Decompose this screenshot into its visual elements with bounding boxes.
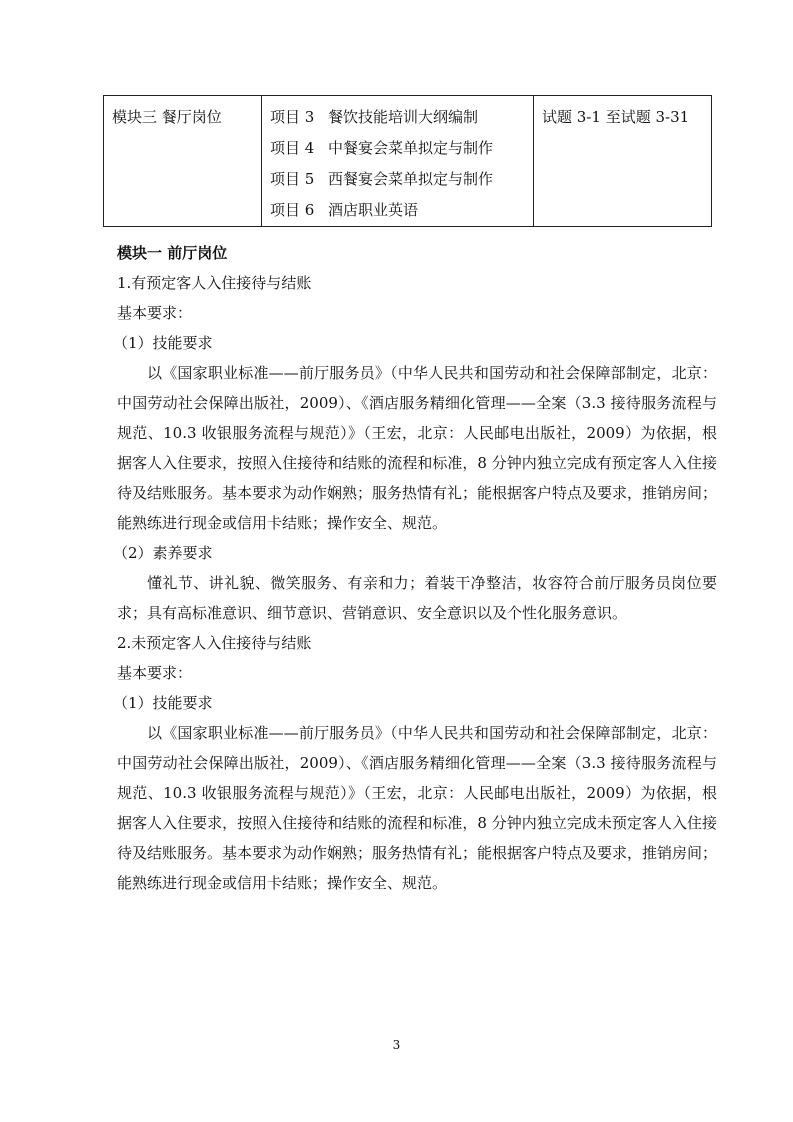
skill-requirements-text: 以《国家职业标准——前厅服务员》（中华人民共和国劳动和社会保障部制定，北京：中国劳动社会保障出版社，2009）、《酒店服务精细化管理——全案（3.3 接待服务流程与规范、10.3 收银服务流程与规范）》（王宏，北京：人民邮电出版社，2009）为依据，根据客人入住要求，按照入住接待和结账的流程和标准，8 分钟内独立完成未预定客人入住接待及结账服务。基本要求为动作娴熟；服务热情有礼；能根据客户特点及要求，推销房间；能熟练进行现金或信用卡结账；操作安全、规范。 [117, 724, 718, 892]
section-title: 模块一 前厅岗位 [117, 244, 228, 262]
project-line: 项目 3 餐饮技能培训大纲编制 [270, 108, 479, 126]
document-body [113, 238, 718, 898]
project-line: 项目 4 中餐宴会菜单拟定与制作 [270, 139, 494, 157]
module-label: 模块三 餐厅岗位 [112, 108, 222, 126]
page-number: 3 [392, 1038, 401, 1052]
skill-requirements-text: 以《国家职业标准——前厅服务员》（中华人民共和国劳动和社会保障部制定，北京：中国劳动社会保障出版社，2009）、《酒店服务精细化管理——全案（3.3 接待服务流程与规范、10.3 收银服务流程与规范）》（王宏，北京：人民邮电出版社，2009）为依据，根据客人入住要求，按照入住接待和结账的流程和标准，8 分钟内独立完成有预定客人入住接待及结账服务。基本要求为动作娴熟；服务热情有礼；能根据客户特点及要求，推销房间；能熟练进行现金或信用卡结账；操作安全、规范。 [117, 364, 718, 532]
item-title: 2.未预定客人入住接待与结账 [117, 634, 312, 652]
project-line: 项目 6 酒店职业英语 [270, 201, 419, 219]
skill-requirements-label: （1）技能要求 [113, 694, 213, 712]
quality-requirements-label: （2）素养要求 [113, 544, 213, 562]
projects-cell [262, 96, 534, 227]
skill-requirements-label: （1）技能要求 [113, 334, 213, 352]
quality-requirements-text: 懂礼节、讲礼貌、微笑服务、有亲和力；着装干净整洁，妆容符合前厅服务员岗位要求；具有高标准意识、细节意识、营销意识、安全意识以及个性化服务意识。 [117, 574, 717, 622]
basic-requirements-label: 基本要求： [117, 664, 193, 682]
project-line: 项目 5 西餐宴会菜单拟定与制作 [270, 170, 494, 188]
module-cell [104, 96, 262, 227]
questions-cell [534, 96, 712, 227]
table-row [104, 96, 712, 227]
module-table [103, 95, 712, 227]
basic-requirements-label: 基本要求： [117, 304, 193, 322]
questions-label: 试题 3-1 至试题 3-31 [542, 108, 690, 126]
item-title: 1.有预定客人入住接待与结账 [117, 274, 312, 292]
